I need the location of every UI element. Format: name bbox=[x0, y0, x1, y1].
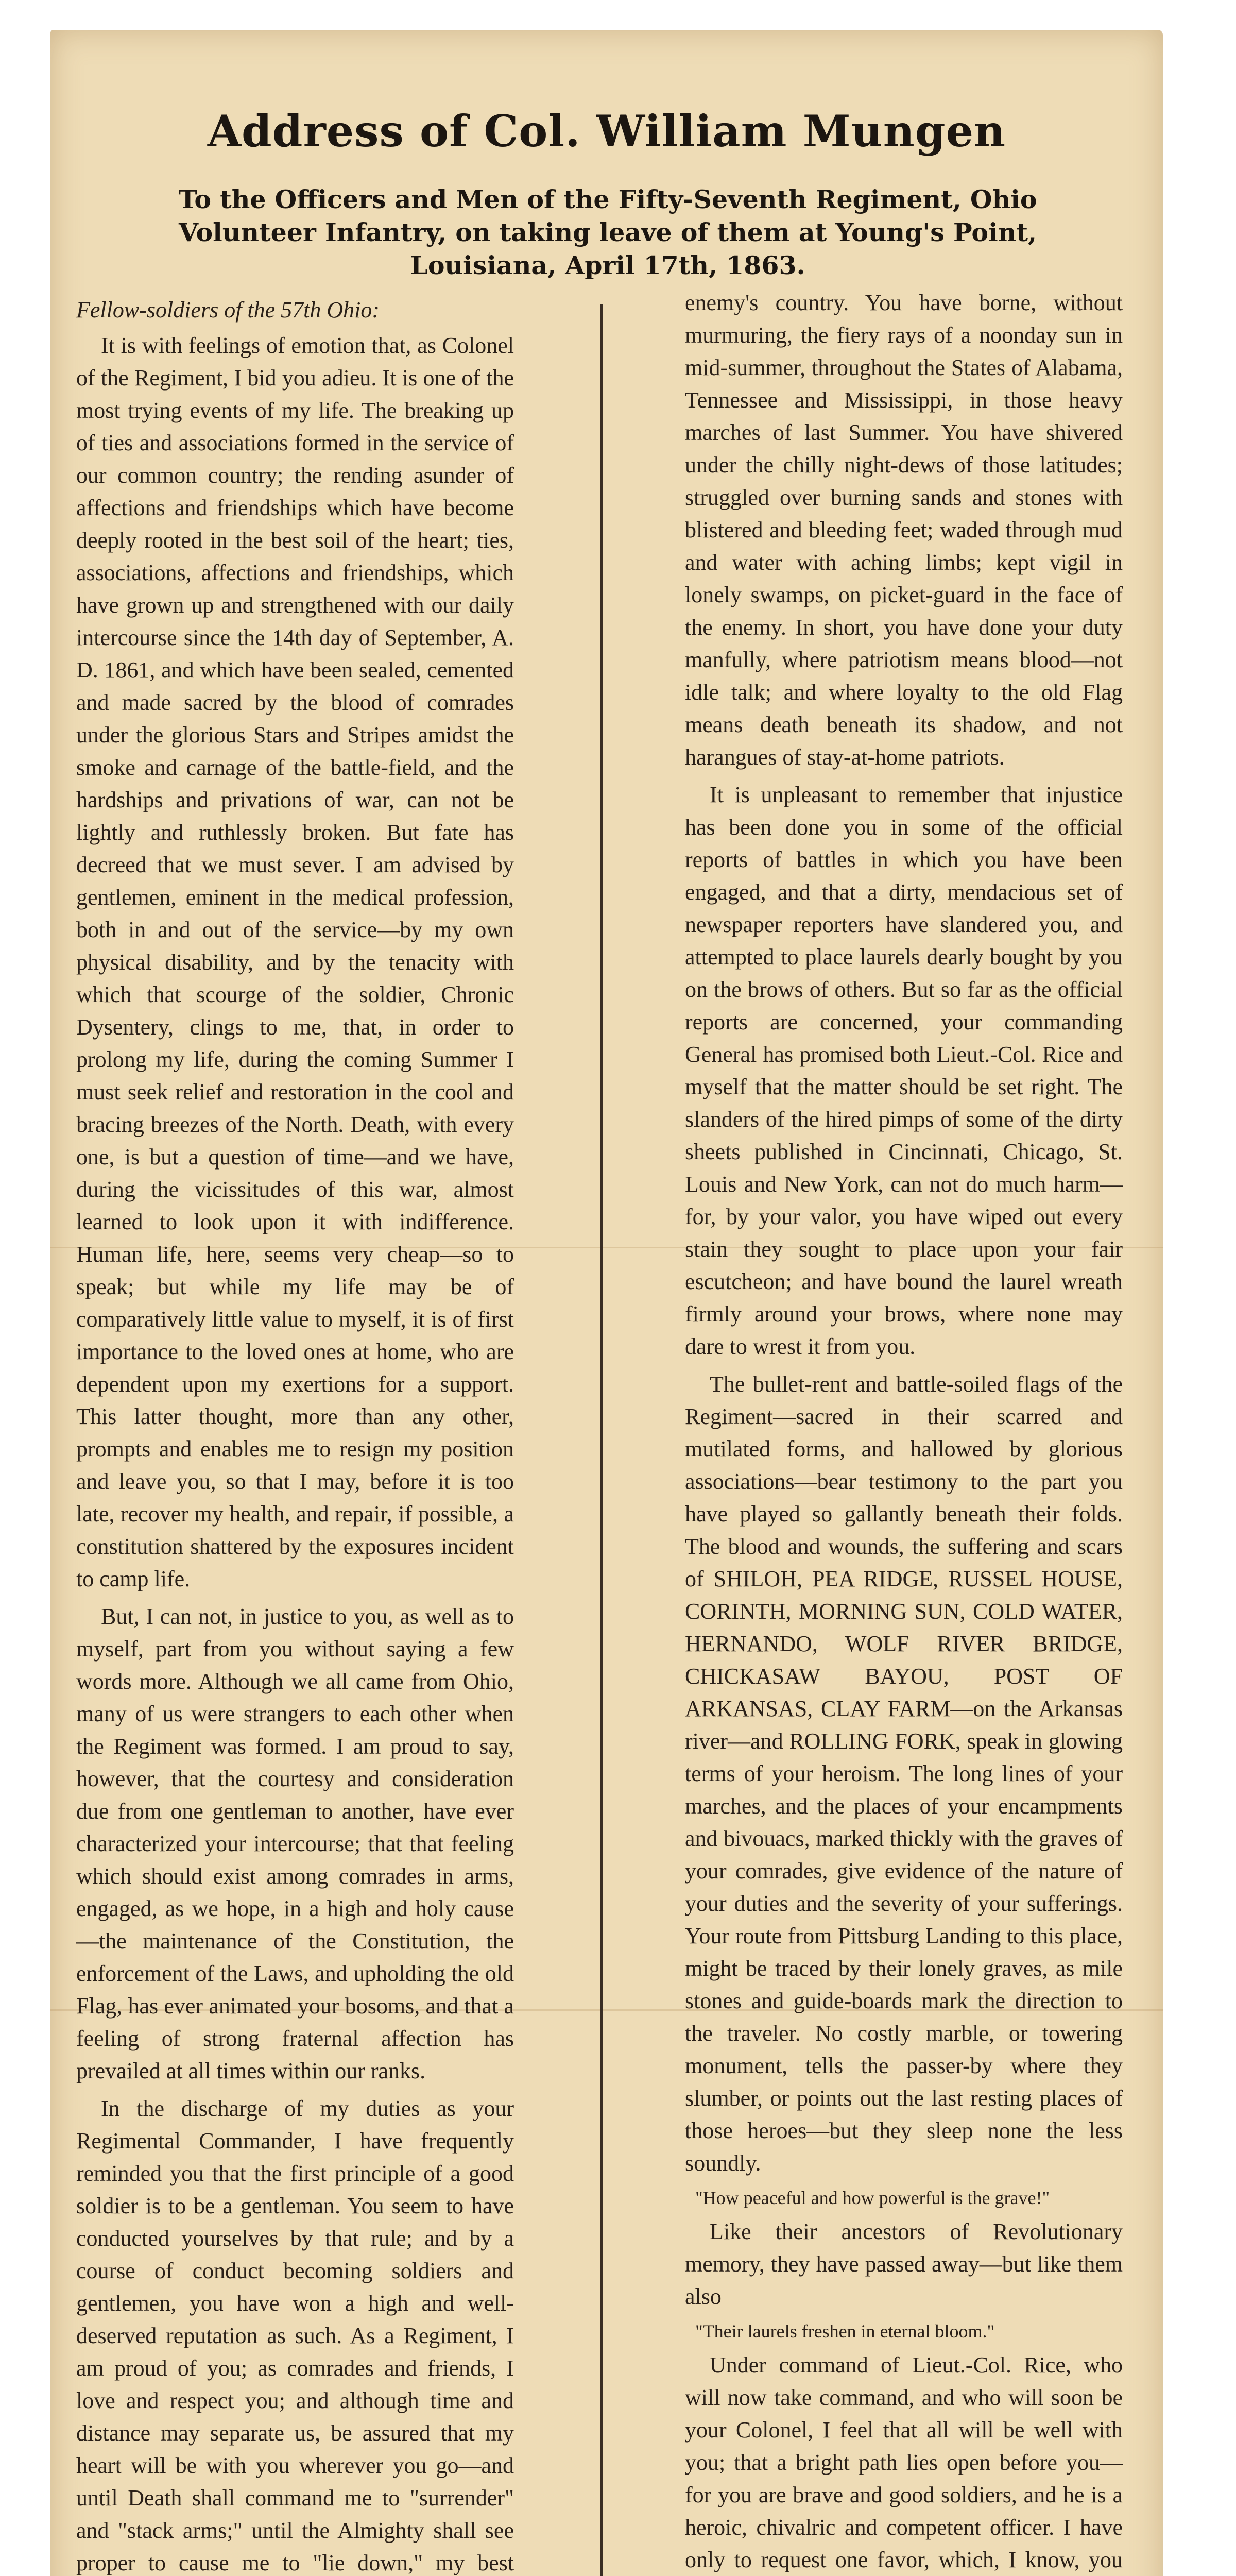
document-subtitle: To the Officers and Men of the Fifty-Seventh Regiment, Ohio Volunteer Infantry, on taking leave of them at Young's Point, Louisiana, April 17th, 1863. bbox=[178, 184, 1037, 280]
paragraph: Like their ancestors of Revolutionary memory, they have passed away—but like them also bbox=[685, 2219, 1123, 2309]
salutation: Fellow-soldiers of the 57th Ohio: bbox=[76, 297, 380, 323]
left-column bbox=[76, 294, 514, 2576]
column-divider bbox=[600, 304, 603, 2576]
paragraph: enemy's country. You have borne, without murmuring, the fiery rays of a noonday sun in mid-summer, throughout the States of Alabama, Tennessee and Mississippi, in those heavy marches of last Summer. You have shivered under the chilly night-dews of those latitudes; struggled over burning sands and stones with blistered and bleeding feet; waded through mud and water with aching limbs; kept vigil in lonely swamps, on picket-guard in the face of the enemy. In short, you have done your duty manfully, where patriotism means blood—not idle talk; and where loyalty to the old Flag means death beneath its shadow, and not harangues of stay-at-home patriots. bbox=[685, 290, 1123, 770]
paragraph: It is unpleasant to remember that injustice has been done you in some of the official reports of battles in which you have been engaged, and that a dirty, mendacious set of newspaper reporters have slandered you, and attempted to place laurels dearly bought by you on the brows of others. But so far as the official reports are concerned, your commanding General has promised both Lieut.-Col. Rice and myself that the matter should be set right. The slanders of the hired pimps of some of the dirty sheets published in Cincinnati, Chicago, St. Louis and New York, can not do much harm—for, by your valor, you have wiped out every stain they sought to place upon your fair escutcheon; and have bound the laurel wreath firmly around your brows, where none may dare to wrest it from you. bbox=[685, 782, 1123, 1359]
paragraph: The bullet-rent and battle-soiled flags of the Regiment—sacred in their scarred and mutilated forms, and hallowed by glorious associations—bear testimony to the part you have played so gallantly beneath their folds. The blood and wounds, the suffering and scars of SHILOH, PEA RIDGE, RUSSEL HOUSE, CORINTH, MORNING SUN, COLD WATER, HERNANDO, WOLF RIVER BRIDGE, CHICKASAW BAYOU, POST OF ARKANSAS, CLAY FARM—on the Arkansas river—and ROLLING FORK, speak in glowing terms of your heroism. The long lines of your marches, and the places of your encampments and bivouacs, marked thickly with the graves of your comrades, give evidence of the nature of your duties and the severity of your sufferings. Your route from Pittsburg Landing to this place, might be traced by their lonely graves, as mile stones and guide-boards mark the direction to the traveler. No costly marble, or towering monument, tells the passer-by where they slumber, or points out the last resting places of those heroes—but they sleep none the less soundly. bbox=[685, 1371, 1123, 2176]
paragraph: In the discharge of my duties as your Regimental Commander, I have frequently reminded you that the first principle of a good soldier is to be a gentleman. You seem to have conducted yourselves by that rule; and by a course of conduct becoming soldiers and gentlemen, you have won a high and well-deserved reputation as such. As a Regiment, I am proud of you; as comrades and friends, I love and respect you; and although time and distance may separate us, be assured that my heart will be with you wherever you go—and until Death shall command me to "surrender" and "stack arms;" until the Almighty shall see proper to cause me to "lie down," my best bbox=[76, 2096, 514, 2575]
paragraph: It is with feelings of emotion that, as Colonel of the Regiment, I bid you adieu. It is one of the most trying events of my life. The breaking up of ties and associations formed in the service of our common country; the rending asunder of affections and friendships which have become deeply rooted in the best soil of the heart; ties, associations, affections and friendships, which have grown up and strengthened with our daily intercourse since the 14th day of September, A. D. 1861, and which have been sealed, cemented and made sacred by the blood of comrades under the glorious Stars and Stripes amidst the smoke and carnage of the battle-field, and the hardships and privations of war, can not be lightly and ruthlessly broken. But fate has decreed that we must sever. I am advised by gentlemen, eminent in the medical profession, both in and out of the service—by my own physical disability, and by the tenacity with which that scourge of the soldier, Chronic Dysentery, clings to me, that, in order to prolong my life, during the coming Summer I must seek relief and restoration in the cool and bracing breezes of the North. Death, with every one, is but a question of time—and we have, during the vicissitudes of this war, almost learned to look upon it with indifference. Human life, here, seems very cheap—so to speak; but while my life may be of comparatively little value to myself, it is of first importance to the loved ones at home, who are dependent upon my exertions for a support. This latter thought, more than any other, prompts and enables me to resign my position and leave you, so that I may, before it is too late, recover my health, and repair, if possible, a constitution shattered by the exposures incident to camp life. bbox=[76, 333, 514, 1591]
quote: "How peaceful and how powerful is the grave!" bbox=[695, 2188, 1050, 2208]
paragraph: But, I can not, in justice to you, as well as to myself, part from you without saying a few words more. Although we all came from Ohio, many of us were strangers to each other when the Regiment was formed. I am proud to say, however, that the courtesy and consideration due from one gentleman to another, have ever characterized your intercourse; that that feeling which should exist among comrades in arms, engaged, as we hope, in a high and holy cause—the maintenance of the Constitution, the enforcement of the Laws, and upholding the old Flag, has ever animated your bosoms, and that a feeling of strong fraternal affection has prevailed at all times within our ranks. bbox=[76, 1604, 514, 2083]
quote: "Their laurels freshen in eternal bloom." bbox=[695, 2321, 995, 2342]
paragraph: Under command of Lieut.-Col. Rice, who will now take command, and who will soon be your Colonel, I feel that all will be well with you; that a bright path lies open before you—for you are brave and good soldiers, and he is a heroic, chivalric and competent officer. I have only to request one favor, which, I know, you bbox=[685, 2352, 1123, 2572]
document-title: Address of Col. William Mungen bbox=[207, 106, 1006, 157]
right-column bbox=[685, 286, 1123, 2576]
